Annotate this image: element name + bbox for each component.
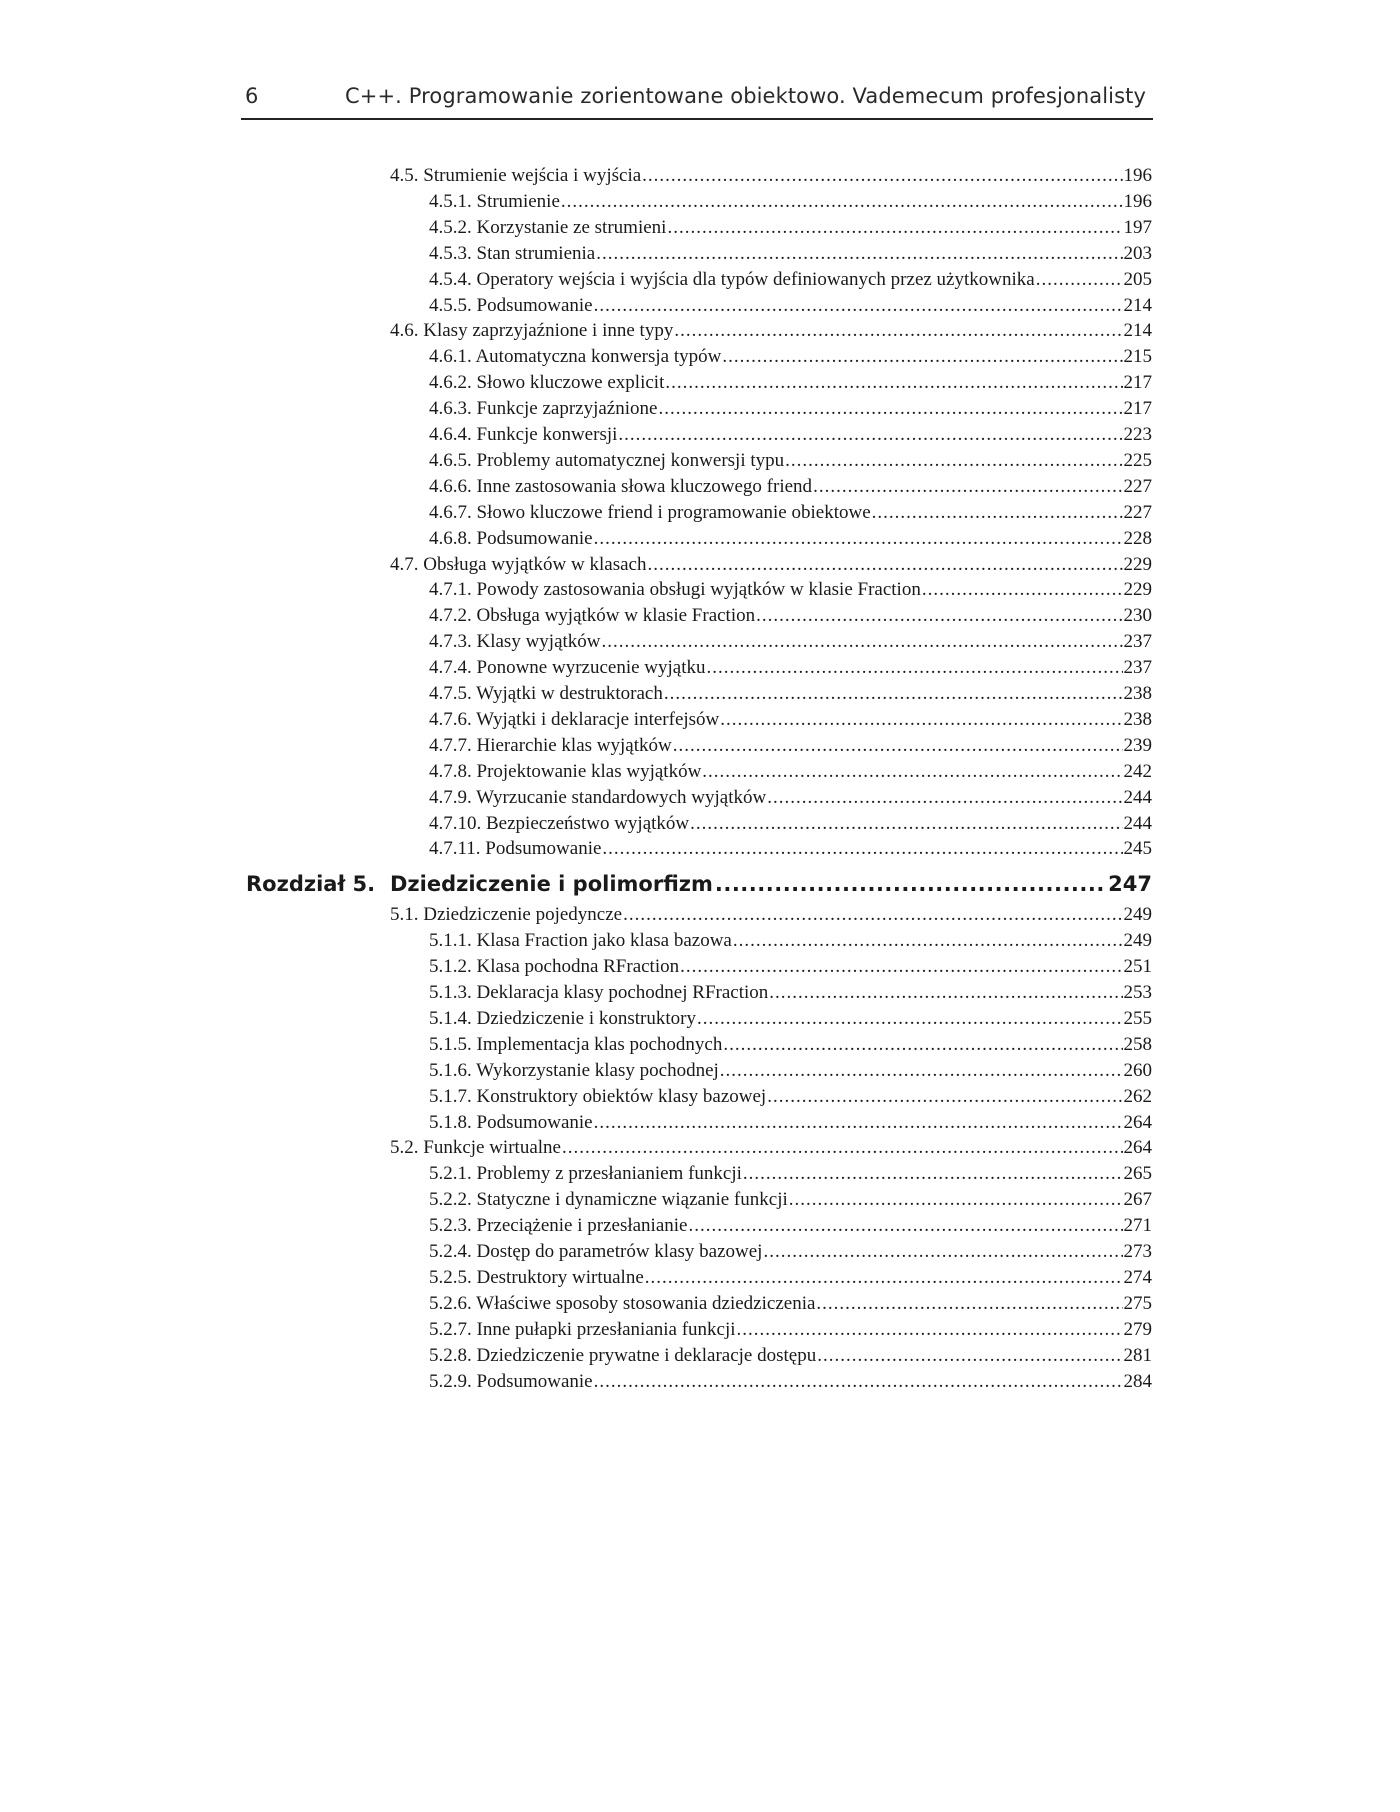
dot-leader [690, 811, 1122, 837]
toc-page-number: 230 [1123, 605, 1152, 627]
toc-page-number: 229 [1123, 553, 1152, 575]
dot-leader [1036, 267, 1123, 293]
toc-subsection-entry [429, 577, 1152, 603]
book-title: C++. Programowanie zorientowane obiektowo. Vademecum profesjonalisty [345, 84, 1146, 108]
toc-entry-title: 5.2.9. Podsumowanie [429, 1370, 593, 1392]
toc-subsection-entry [429, 215, 1152, 241]
toc-subsection-entry [429, 1006, 1152, 1032]
toc-page-number: 274 [1123, 1266, 1152, 1288]
toc-subsection-entry [429, 1239, 1152, 1265]
toc-subsection-entry [429, 370, 1152, 396]
dot-leader [673, 733, 1123, 759]
dot-leader [816, 1291, 1122, 1317]
toc-page-number: 264 [1123, 1137, 1152, 1159]
toc-section-entry [390, 552, 1152, 578]
toc-entry-title: 5.2.8. Dziedziczenie prywatne i deklaracje dostępu [429, 1344, 817, 1366]
toc-entry-title: 4.6.1. Automatyczna konwersja typów [429, 346, 722, 368]
toc-subsection-entry [429, 344, 1152, 370]
chapter-number: Rozdział 5. [246, 872, 376, 897]
dot-leader [594, 293, 1123, 319]
toc-subsection-entry [429, 293, 1152, 319]
toc-entry-title: 4.7.8. Projektowanie klas wyjątków [429, 760, 702, 782]
toc-entry-title: 5.1.2. Klasa pochodna RFraction [429, 956, 680, 978]
toc-entry-title: 5.1. Dziedziczenie pojedyncze [390, 904, 623, 926]
page-number: 6 [245, 84, 259, 108]
toc-entry-title: 4.7.10. Bezpieczeństwo wyjątków [429, 812, 690, 834]
toc-subsection-entry [429, 707, 1152, 733]
toc-page-number: 215 [1123, 346, 1152, 368]
toc-entry-title: 4.7.6. Wyjątki i deklaracje interfejsów [429, 708, 720, 730]
toc-entry-title: 5.2.4. Dostęp do parametrów klasy bazowej [429, 1241, 763, 1262]
dot-leader [720, 1058, 1123, 1084]
dot-leader [922, 577, 1123, 603]
dot-leader [707, 655, 1123, 681]
toc-entry-title: 5.2.5. Destruktory wirtualne [429, 1266, 644, 1288]
toc-subsection-entry [429, 811, 1152, 837]
dot-leader [674, 318, 1122, 344]
toc-subsection-entry [429, 785, 1152, 811]
toc-entry-title: 4.5. Strumienie wejścia i wyjścia [390, 165, 642, 186]
toc-entry-title: 4.7.3. Klasy wyjątków [429, 631, 601, 653]
dot-leader [733, 928, 1123, 954]
toc-subsection-entry [429, 448, 1152, 474]
toc-page-number: 264 [1123, 1111, 1152, 1133]
toc-page-number: 196 [1123, 190, 1152, 212]
dot-leader [715, 866, 1106, 902]
toc-page-number: 249 [1123, 930, 1152, 952]
toc-page-number: 237 [1123, 631, 1152, 653]
toc-page-number: 197 [1123, 216, 1152, 238]
dot-leader [813, 474, 1122, 500]
toc-page-number: 242 [1123, 760, 1152, 782]
toc-page-number: 279 [1123, 1318, 1152, 1340]
toc-entry-title: 4.6.6. Inne zastosowania słowa kluczowego friend [429, 475, 813, 497]
toc-page-number: 245 [1123, 838, 1152, 860]
toc-page-number: 237 [1123, 657, 1152, 679]
toc-page-number: 196 [1123, 165, 1152, 186]
toc-entry-title: 4.6.8. Podsumowanie [429, 527, 593, 549]
toc-entry-title: 4.7.2. Obsługa wyjątków w klasie Fraction [429, 605, 756, 627]
toc-page-number: 239 [1123, 734, 1152, 756]
toc-subsection-entry [429, 474, 1152, 500]
toc-subsection-entry [429, 928, 1152, 954]
toc-entry-title: 5.2.2. Statyczne i dynamiczne wiązanie funkcji [429, 1189, 788, 1211]
dot-leader [658, 396, 1122, 422]
toc-page-number: 244 [1123, 812, 1152, 834]
toc-subsection-entry [429, 1369, 1152, 1395]
toc-entry-title: 4.7.5. Wyjątki w destruktorach [429, 683, 663, 704]
toc-subsection-entry [429, 500, 1152, 526]
toc-entry-title: 4.7.9. Wyrzucanie standardowych wyjątków [429, 786, 767, 808]
toc-page-number: 238 [1123, 708, 1152, 730]
dot-leader [767, 785, 1122, 811]
toc-subsection-entry [429, 1032, 1152, 1058]
toc-entry-title: 4.5.5. Podsumowanie [429, 294, 593, 316]
toc-page-number: 281 [1123, 1344, 1152, 1366]
toc-entry-title: 4.6.7. Słowo kluczowe friend i programowanie obiektowe [429, 501, 871, 523]
toc-subsection-entry [429, 1161, 1152, 1187]
toc-page-number: 267 [1123, 1189, 1152, 1211]
running-header [241, 82, 1153, 120]
dot-leader [785, 448, 1122, 474]
toc-page-number: 253 [1123, 982, 1152, 1003]
toc-subsection-entry [429, 526, 1152, 552]
toc-page-number: 244 [1123, 786, 1152, 808]
toc-page-number: 251 [1123, 956, 1152, 978]
dot-leader [817, 1343, 1122, 1369]
toc-entry-title: 4.5.4. Operatory wejścia i wyjścia dla typów definiowanych przez użytkownika [429, 268, 1035, 290]
dot-leader [618, 422, 1122, 448]
dot-leader [680, 954, 1122, 980]
toc-entry-title: 4.5.2. Korzystanie ze strumieni [429, 216, 667, 238]
toc-subsection-entry [429, 1291, 1152, 1317]
dot-leader [623, 902, 1122, 928]
toc-page-number: 238 [1123, 683, 1152, 704]
toc-subsection-entry [429, 241, 1152, 267]
chapter-title: Dziedziczenie i polimorfizm [390, 872, 713, 897]
toc-page-number: 262 [1123, 1085, 1152, 1107]
toc-subsection-entry [429, 396, 1152, 422]
dot-leader [872, 500, 1123, 526]
toc-subsection-entry [429, 629, 1152, 655]
toc-page-number: 214 [1123, 320, 1152, 342]
toc-entry-title: 5.2.3. Przeciążenie i przesłanianie [429, 1215, 688, 1237]
toc-entry-title: 5.2.6. Właściwe sposoby stosowania dziedziczenia [429, 1292, 816, 1314]
toc-entry-title: 4.7.7. Hierarchie klas wyjątków [429, 734, 672, 756]
dot-leader [767, 1084, 1122, 1110]
dot-leader [594, 526, 1123, 552]
toc-section-entry [390, 902, 1152, 928]
toc-subsection-entry [429, 1058, 1152, 1084]
toc-subsection-entry [429, 655, 1152, 681]
toc-chapter-heading [246, 866, 1152, 902]
toc-entry-title: 4.5.1. Strumienie [429, 190, 560, 212]
dot-leader [596, 241, 1122, 267]
toc-subsection-entry [429, 1265, 1152, 1291]
toc-subsection-entry [429, 1110, 1152, 1136]
toc-page-number: 271 [1123, 1215, 1152, 1237]
toc-section-entry [390, 1135, 1152, 1161]
toc-subsection-entry [429, 267, 1152, 293]
toc-page-number: 249 [1123, 904, 1152, 926]
toc-page-number: 275 [1123, 1292, 1152, 1314]
dot-leader [667, 215, 1122, 241]
toc-entry-title: 4.5.3. Stan strumienia [429, 242, 596, 264]
toc-page-number: 214 [1123, 294, 1152, 316]
toc-entry-title: 4.7.4. Ponowne wyrzucenie wyjątku [429, 657, 706, 679]
dot-leader [789, 1187, 1123, 1213]
toc-entry-title: 4.6.3. Funkcje zaprzyjaźnione [429, 398, 658, 420]
toc-entry-title: 4.7. Obsługa wyjątków w klasach [390, 553, 647, 575]
dot-leader [743, 1161, 1123, 1187]
dot-leader [602, 629, 1123, 655]
toc-subsection-entry [429, 422, 1152, 448]
toc-subsection-entry [429, 759, 1152, 785]
dot-leader [769, 980, 1122, 1006]
dot-leader [756, 603, 1122, 629]
dot-leader [664, 681, 1123, 707]
toc-entry-title: 4.6.5. Problemy automatycznej konwersji typu [429, 449, 785, 471]
toc-entry-title: 5.1.6. Wykorzystanie klasy pochodnej [429, 1059, 719, 1081]
toc-subsection-entry [429, 980, 1152, 1006]
toc-subsection-entry [429, 1343, 1152, 1369]
dot-leader [645, 1265, 1123, 1291]
toc-subsection-entry [429, 1317, 1152, 1343]
toc-entry-title: 5.1.7. Konstruktory obiektów klasy bazowej [429, 1085, 767, 1107]
toc-page-number: 217 [1123, 398, 1152, 420]
toc-page-number: 265 [1123, 1163, 1152, 1185]
dot-leader [737, 1317, 1123, 1343]
toc-subsection-entry [429, 189, 1152, 215]
dot-leader [561, 189, 1123, 215]
toc-page-number: 225 [1123, 449, 1152, 471]
dot-leader [722, 344, 1122, 370]
toc-entry-title: 5.1.5. Implementacja klas pochodnych [429, 1033, 723, 1055]
toc-page-number: 223 [1123, 424, 1152, 445]
toc-entry-title: 5.1.3. Deklaracja klasy pochodnej RFraction [429, 982, 769, 1003]
toc-section-entry [390, 318, 1152, 344]
toc-page-number: 228 [1123, 527, 1152, 549]
dot-leader [723, 1032, 1122, 1058]
chapter-page-number: 247 [1108, 872, 1152, 897]
toc-entry-title: 5.2.7. Inne pułapki przesłaniania funkcji [429, 1318, 736, 1340]
dot-leader [763, 1239, 1122, 1265]
toc-page-number: 260 [1123, 1059, 1152, 1081]
dot-leader [702, 759, 1122, 785]
toc-page-number: 229 [1123, 579, 1152, 601]
toc-page-number: 205 [1123, 268, 1152, 290]
toc-entry-title: 5.1.1. Klasa Fraction jako klasa bazowa [429, 930, 732, 952]
toc-entry-title: 5.2. Funkcje wirtualne [390, 1137, 561, 1159]
toc-page-number: 258 [1123, 1033, 1152, 1055]
toc-page-number: 227 [1123, 501, 1152, 523]
dot-leader [602, 836, 1122, 862]
toc-page-number: 203 [1123, 242, 1152, 264]
toc-entry-title: 4.6.4. Funkcje konwersji [429, 424, 618, 445]
toc-subsection-entry [429, 603, 1152, 629]
dot-leader [594, 1110, 1123, 1136]
toc-page-number: 284 [1123, 1370, 1152, 1392]
toc-entry-title: 4.6.2. Słowo kluczowe explicit [429, 372, 665, 394]
toc-page-number: 273 [1123, 1241, 1152, 1262]
toc-entry-title: 4.7.1. Powody zastosowania obsługi wyjątków w klasie Fraction [429, 579, 921, 601]
toc-subsection-entry [429, 681, 1152, 707]
toc-page-number: 227 [1123, 475, 1152, 497]
toc-entry-title: 4.7.11. Podsumowanie [429, 838, 602, 860]
dot-leader [647, 552, 1122, 578]
toc-section-entry [390, 163, 1152, 189]
toc-entry-title: 5.2.1. Problemy z przesłanianiem funkcji [429, 1163, 742, 1185]
toc-subsection-entry [429, 1084, 1152, 1110]
toc-page-number: 255 [1123, 1007, 1152, 1029]
toc-subsection-entry [429, 836, 1152, 862]
toc-subsection-entry [429, 954, 1152, 980]
toc-subsection-entry [429, 1213, 1152, 1239]
toc-subsection-entry [429, 733, 1152, 759]
dot-leader [665, 370, 1122, 396]
dot-leader [697, 1006, 1123, 1032]
dot-leader [642, 163, 1122, 189]
dot-leader [689, 1213, 1123, 1239]
dot-leader [720, 707, 1122, 733]
toc-entry-title: 5.1.4. Dziedziczenie i konstruktory [429, 1007, 696, 1029]
toc-subsection-entry [429, 1187, 1152, 1213]
toc-entry-title: 5.1.8. Podsumowanie [429, 1111, 593, 1133]
toc-page-number: 217 [1123, 372, 1152, 394]
dot-leader [594, 1369, 1123, 1395]
toc-entry-title: 4.6. Klasy zaprzyjaźnione i inne typy [390, 320, 674, 342]
dot-leader [562, 1135, 1123, 1161]
